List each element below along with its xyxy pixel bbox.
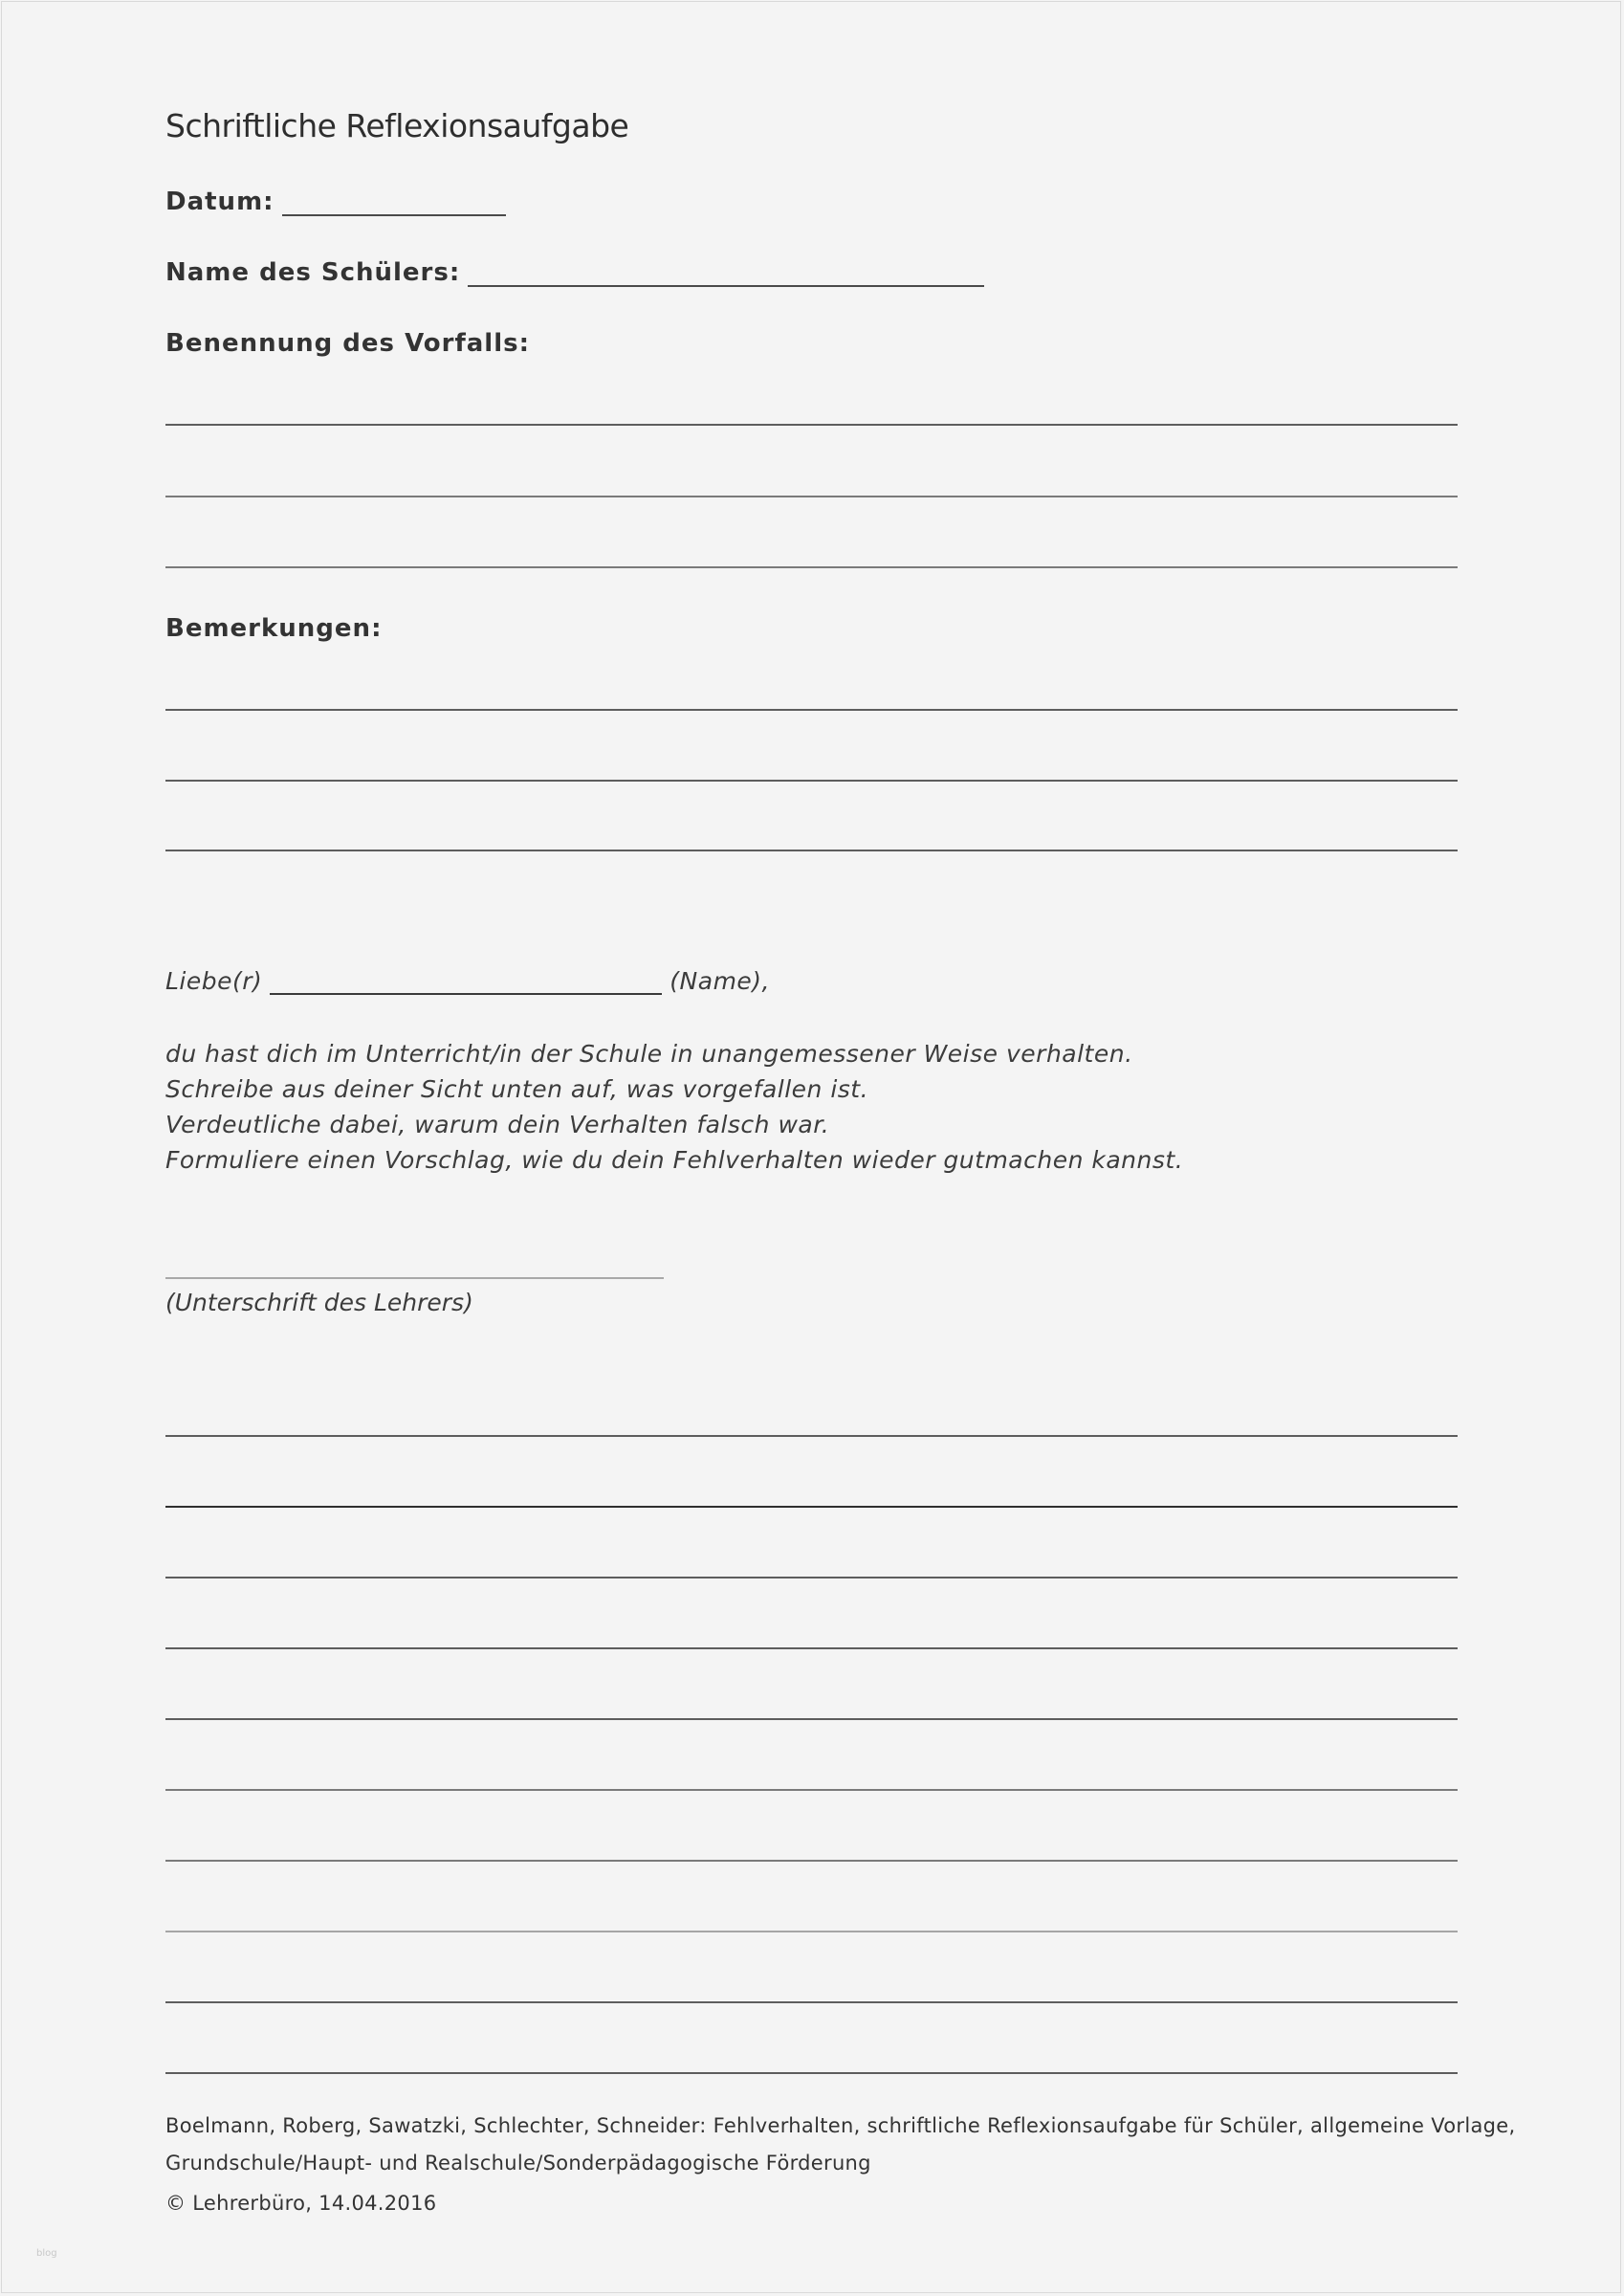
student-writing-line[interactable] bbox=[165, 1506, 1458, 1508]
student-writing-line[interactable] bbox=[165, 1647, 1458, 1649]
student-name-input-line[interactable] bbox=[468, 258, 984, 287]
greeting-name-line[interactable] bbox=[270, 966, 662, 995]
remarks-heading bbox=[165, 614, 382, 643]
student-writing-line[interactable] bbox=[165, 1577, 1458, 1578]
greeting-prefix: Liebe(r) bbox=[165, 967, 263, 995]
incident-writing-line[interactable] bbox=[165, 424, 1458, 426]
remarks-writing-line[interactable] bbox=[165, 850, 1458, 851]
signature-line[interactable] bbox=[165, 1277, 664, 1279]
date-label: Datum: bbox=[165, 188, 274, 216]
date-input-line[interactable] bbox=[282, 188, 506, 216]
student-writing-line[interactable] bbox=[165, 1931, 1458, 1932]
letter-line: du hast dich im Unterricht/in der Schule in unangemessener Weise verhalten. bbox=[165, 1040, 1133, 1068]
incident-writing-line[interactable] bbox=[165, 496, 1458, 497]
greeting-suffix: (Name), bbox=[669, 967, 771, 995]
incident-label: Benennung des Vorfalls: bbox=[165, 329, 531, 358]
signature-label: (Unterschrift des Lehrers) bbox=[165, 1289, 473, 1316]
student-writing-line[interactable] bbox=[165, 1718, 1458, 1720]
remarks-writing-line[interactable] bbox=[165, 709, 1458, 711]
letter-line: Schreibe aus deiner Sicht unten auf, was vorgefallen ist. bbox=[165, 1075, 869, 1103]
incident-writing-line[interactable] bbox=[165, 566, 1458, 568]
remarks-writing-line[interactable] bbox=[165, 780, 1458, 782]
student-writing-line[interactable] bbox=[165, 1789, 1458, 1791]
document-title: Schriftliche Reflexionsaufgabe bbox=[165, 107, 629, 144]
student-writing-line[interactable] bbox=[165, 1860, 1458, 1862]
student-writing-line[interactable] bbox=[165, 1435, 1458, 1437]
student-name-label: Name des Schülers: bbox=[165, 258, 461, 287]
letter-greeting bbox=[165, 966, 770, 995]
footer-citation: Boelmann, Roberg, Sawatzki, Schlechter, Schneider: Fehlverhalten, schriftliche Reflexionsaufgabe für Schüler, allgemeine Vorlage, bbox=[165, 2114, 1516, 2137]
footer-school-types: Grundschule/Haupt- und Realschule/Sonderpädagogische Förderung bbox=[165, 2152, 871, 2175]
corner-watermark: blog bbox=[36, 2248, 57, 2259]
letter-line: Verdeutliche dabei, warum dein Verhalten falsch war. bbox=[165, 1111, 830, 1138]
footer-copyright: © Lehrerbüro, 14.04.2016 bbox=[165, 2192, 437, 2215]
date-field bbox=[165, 188, 506, 216]
letter-line: Formuliere einen Vorschlag, wie du dein Fehlverhalten wieder gutmachen kannst. bbox=[165, 1146, 1184, 1174]
incident-heading bbox=[165, 329, 530, 358]
student-writing-line[interactable] bbox=[165, 2072, 1458, 2074]
remarks-label: Bemerkungen: bbox=[165, 614, 383, 643]
student-writing-line[interactable] bbox=[165, 2001, 1458, 2003]
student-name-field bbox=[165, 258, 984, 287]
